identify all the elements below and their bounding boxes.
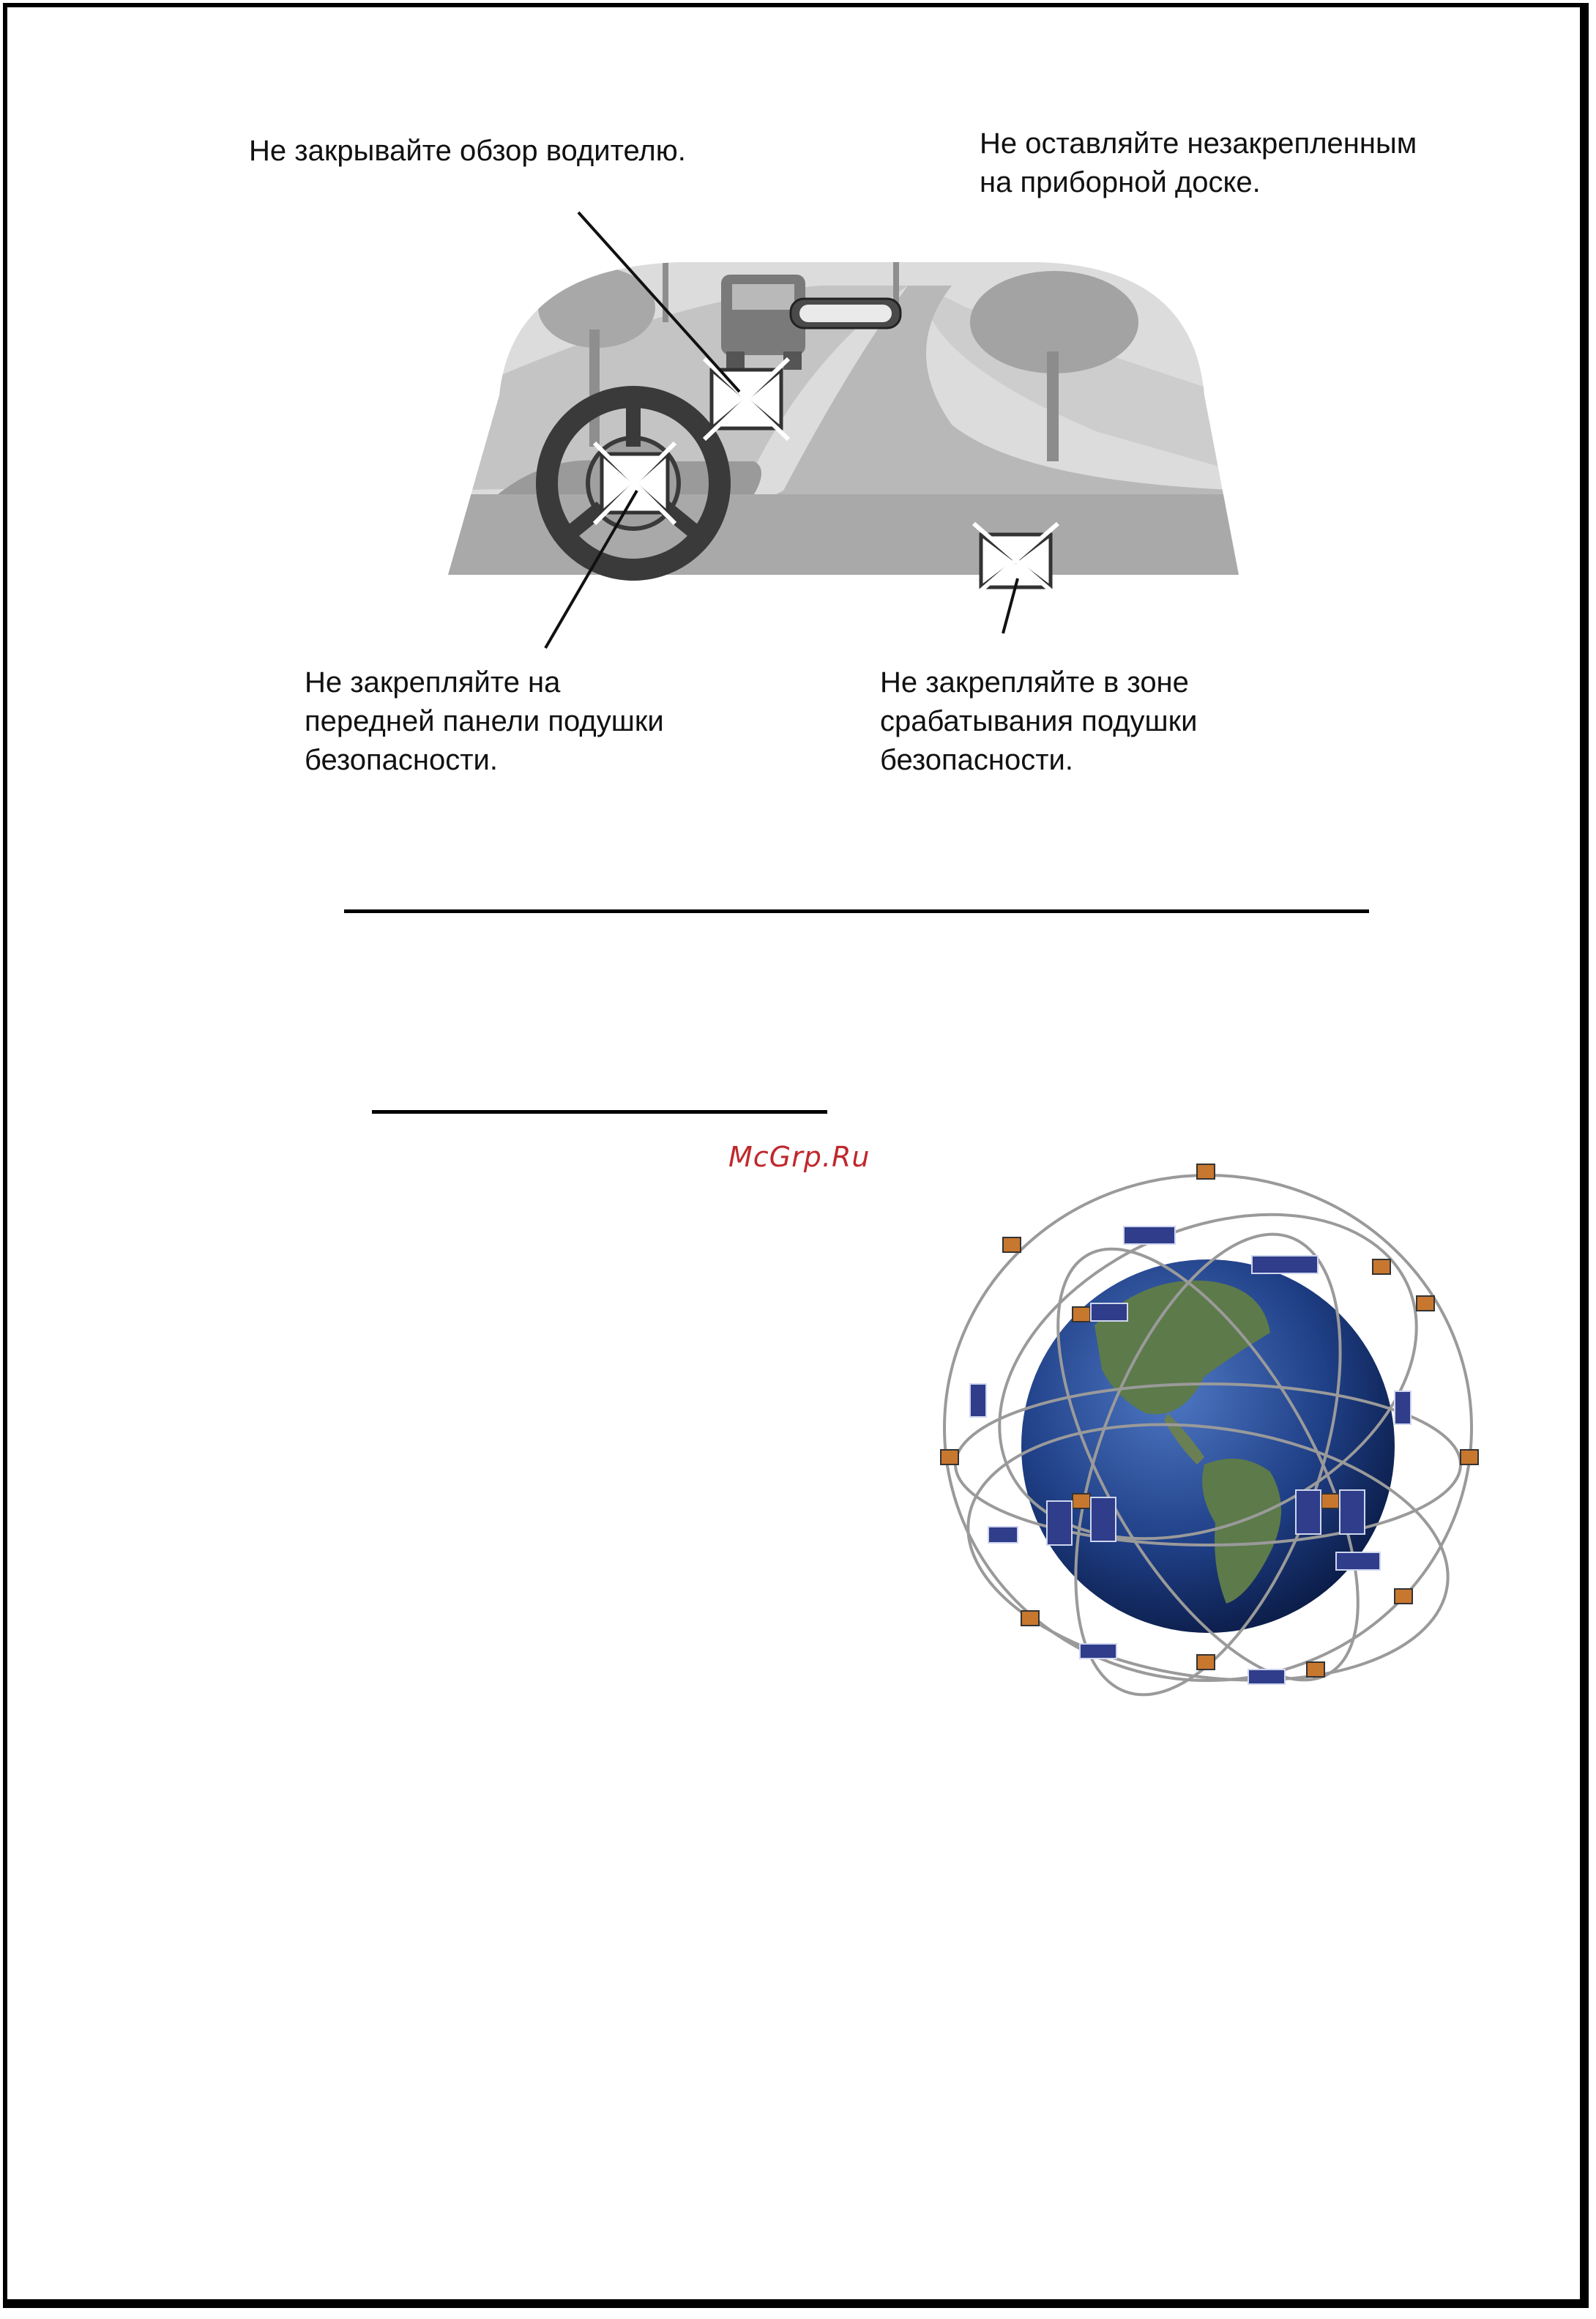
horizontal-rule-short	[372, 1110, 827, 1114]
caption-line: Не оставляйте незакрепленным	[980, 127, 1417, 160]
caption-line: безопасности.	[880, 744, 1073, 776]
horizontal-rule	[344, 909, 1369, 913]
caption-line: Не закрепляйте на	[305, 666, 561, 699]
caption-line: на приборной доске.	[980, 166, 1261, 198]
watermark: McGrp.Ru	[728, 1141, 870, 1173]
caption-line: срабатывания подушки	[880, 705, 1198, 737]
caption-line: Не закрывайте обзор водителю.	[249, 135, 686, 167]
gps-globe-illustration	[926, 1157, 1490, 1699]
caption-line: безопасности.	[305, 744, 498, 776]
caption-line: передней панели подушки	[305, 705, 664, 737]
leader-lines	[0, 0, 1596, 696]
caption-line: Не закрепляйте в зоне	[880, 666, 1189, 699]
